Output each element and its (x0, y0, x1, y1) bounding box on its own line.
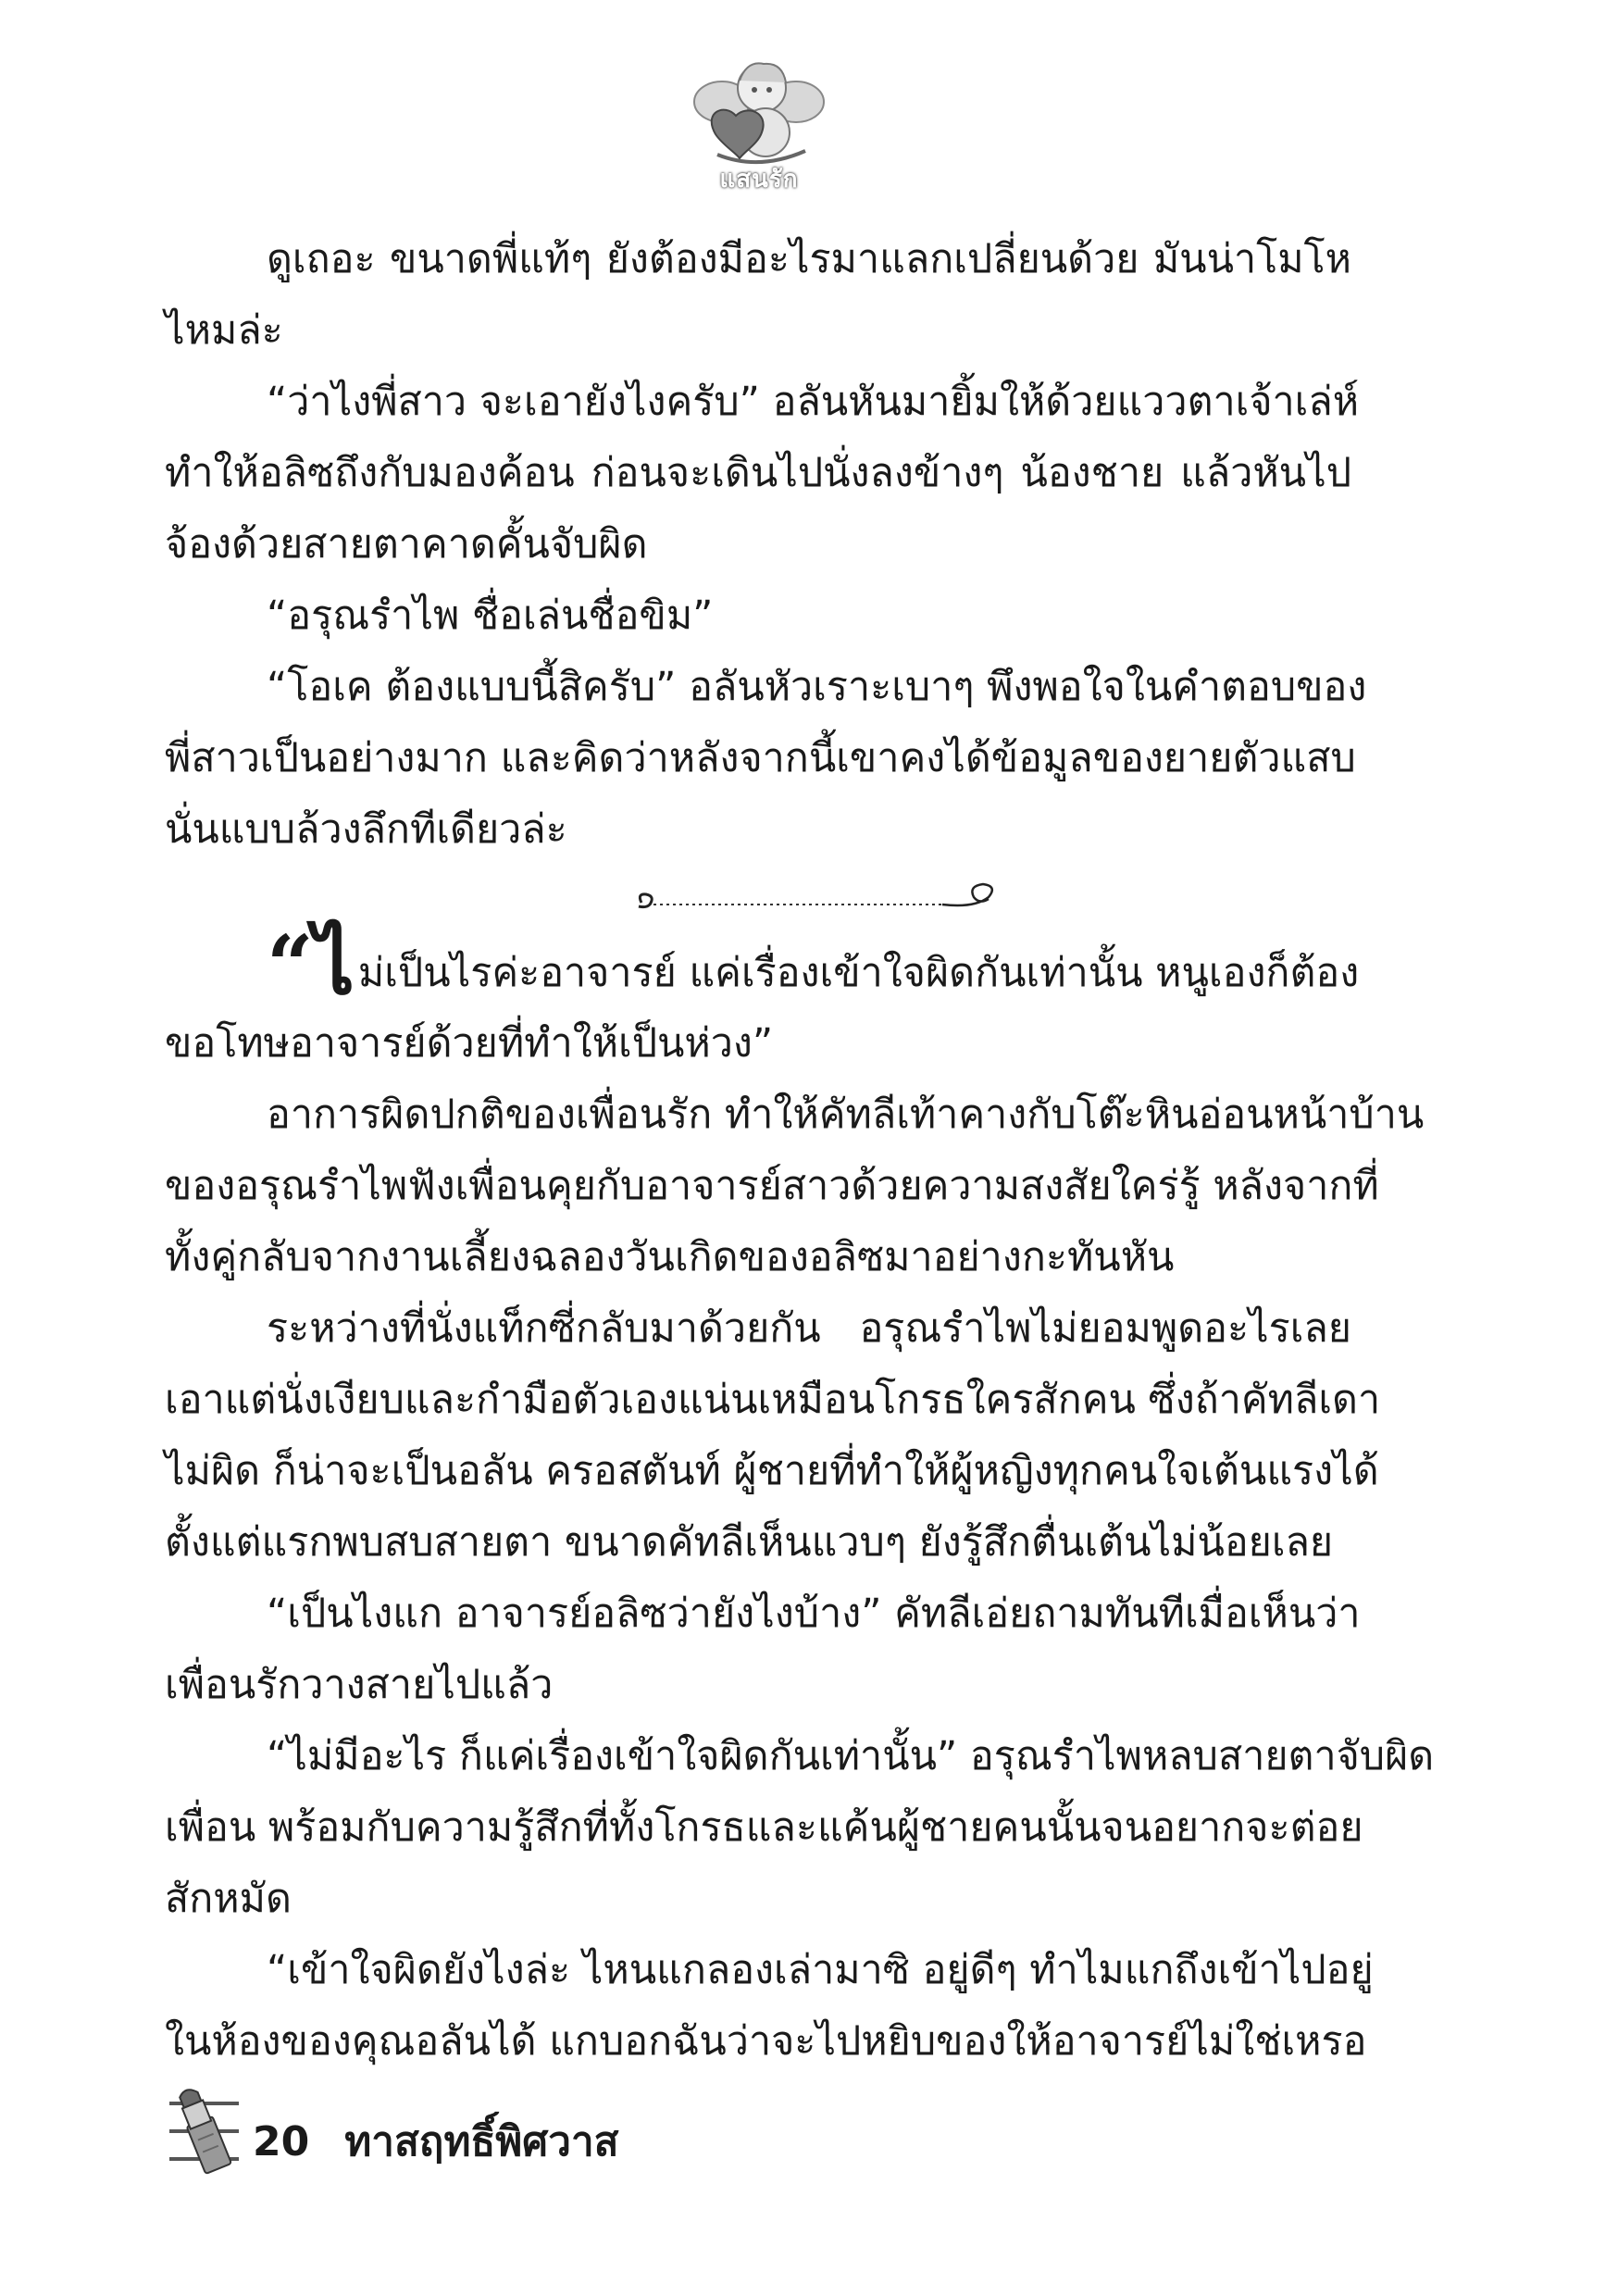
text-line: ดูเถอะ ขนาดพี่แท้ๆ ยังต้องมีอะไรมาแลกเปลี่ยนด้วย มันน่าโมโห (267, 236, 1351, 282)
text-line: “เข้าใจผิดยังไงล่ะ ไหนแกลองเล่ามาซิ อยู่ดีๆ ทำไมแกถึงเข้าไปอยู่ (267, 1947, 1374, 1993)
text-line (165, 917, 1360, 1013)
paragraph (165, 652, 1367, 866)
paragraph (165, 224, 1351, 367)
logo-text: แสนรัก (719, 166, 799, 193)
text-line: ไหมล่ะ (165, 307, 283, 354)
text-line: ระหว่างที่นั่งแท็กซี่กลับมาด้วยกัน อรุณรำไพไม่ยอมพูดอะไรเลย (267, 1305, 1351, 1352)
text-line: “อรุณรำไพ ชื่อเล่นชื่อขิม” (267, 593, 714, 639)
text-line: จ้องด้วยสายตาคาดคั้นจับผิด (165, 521, 648, 568)
text-line: เพื่อน พร้อมกับความรู้สึกที่ทั้งโกรธและแค้นผู้ชายคนนั้นจนอยากจะต่อย (165, 1804, 1363, 1851)
paragraph (165, 1578, 1361, 1721)
text-line: “ไม่มีอะไร ก็แค่เรื่องเข้าใจผิดกันเท่านั้น” อรุณรำไพหลบสายตาจับผิด (267, 1733, 1435, 1779)
text-line: อาการผิดปกติของเพื่อนรัก ทำให้คัทลีเท้าคางกับโต๊ะหินอ่อนหน้าบ้าน (267, 1092, 1425, 1138)
text-line: ของอรุณรำไพฟังเพื่อนคุยกับอาจารย์สาวด้วยความสงสัยใคร่รู้ หลังจากที่ (165, 1163, 1379, 1209)
book-title: ทาสฤทธิ์พิศวาส (344, 2118, 619, 2165)
text-line: สักหมัด (165, 1876, 292, 1922)
text-line: ทำให้อลิซถึงกับมองค้อน ก่อนจะเดินไปนั่งลงข้างๆ น้องชาย แล้วหันไป (165, 450, 1351, 496)
paragraph (165, 1935, 1374, 2078)
drop-cap: “ไ (267, 917, 355, 1013)
text-line: ขอโทษอาจารย์ด้วยที่ทำให้เป็นห่วง” (165, 1020, 774, 1067)
page-number: 20 (253, 2118, 310, 2165)
text-line: เพื่อนรักวางสายไปแล้ว (165, 1662, 554, 1708)
text-line: ทั้งคู่กลับจากงานเลี้ยงฉลองวันเกิดของอลิซมาอย่างกะทันหัน (165, 1234, 1175, 1280)
paragraph (165, 1293, 1381, 1578)
paragraph (165, 1721, 1435, 1935)
text-line: เอาแต่นั่งเงียบและกำมือตัวเองแน่นเหมือนโกรธใครสักคน ซึ่งถ้าคัทลีเดา (165, 1377, 1381, 1423)
text-line: “โอเค ต้องแบบนี้สิครับ” อลันหัวเราะเบาๆ พึงพอใจในคำตอบของ (267, 664, 1367, 710)
text-line: พี่สาวเป็นอย่างมาก และคิดว่าหลังจากนี้เขาคงได้ข้อมูลของยายตัวแสบ (165, 735, 1356, 781)
paragraph (165, 917, 1360, 1079)
text-line: ไม่ผิด ก็น่าจะเป็นอลัน ครอสตันท์ ผู้ชายที่ทำให้ผู้หญิงทุกคนใจเต้นแรงได้ (165, 1448, 1379, 1494)
paragraph (165, 580, 1351, 652)
text-line: “เป็นไงแก อาจารย์อลิซว่ายังไงบ้าง” คัทลีเอ่ยถามทันทีเมื่อเห็นว่า (267, 1591, 1361, 1637)
paragraph (165, 367, 1360, 580)
drop-cap-rest: ม่เป็นไรค่ะอาจารย์ แค่เรื่องเข้าใจผิดกันเท่านั้น หนูเองก็ต้อง (357, 950, 1360, 996)
text-line: ในห้องของคุณอลันได้ แกบอกฉันว่าจะไปหยิบของให้อาจารย์ไม่ใช่เหรอ (165, 2018, 1367, 2065)
text-line: “ว่าไงพี่สาว จะเอายังไงครับ” อลันหันมายิ้มให้ด้วยแววตาเจ้าเล่ห์ (267, 379, 1360, 425)
paragraph (165, 1079, 1425, 1293)
page-body (165, 224, 1435, 2078)
footer-text (253, 2109, 654, 2174)
text-line: ตั้งแต่แรกพบสบสายตา ขนาดคัทลีเห็นแวบๆ ยังรู้สึกตื่นเต้นไม่น้อยเลย (165, 1519, 1334, 1566)
lipstick-icon (165, 2083, 248, 2185)
page-footer (165, 2083, 1090, 2185)
text-line: นั่นแบบล้วงลึกทีเดียวล่ะ (165, 806, 567, 853)
publisher-logo (680, 51, 838, 193)
